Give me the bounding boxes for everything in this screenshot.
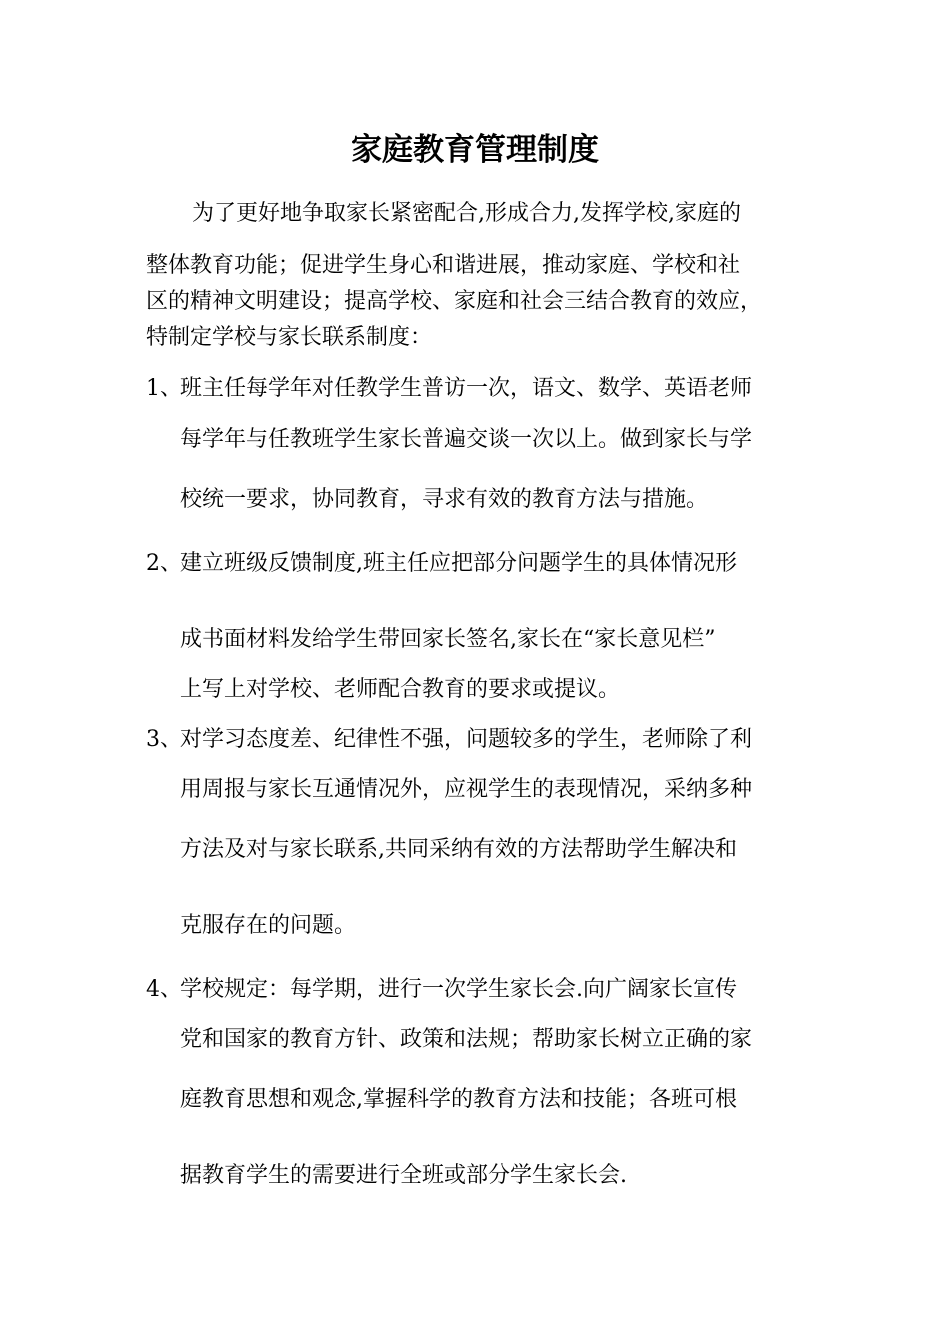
item-line: 班主任每学年对任教学生普访一次，语文、数学、英语老师 (180, 376, 753, 401)
intro-line: 区的精神文明建设；提高学校、家庭和社会三结合教育的效应， (146, 289, 763, 314)
item-line: 每学年与任教班学生家长普遍交谈一次以上。做到家长与学 (180, 427, 753, 452)
intro-line: 整体教育功能；促进学生身心和谐进展，推动家庭、学校和社 (146, 253, 741, 278)
item-line: 用周报与家长互通情况外，应视学生的表现情况，采纳多种 (180, 777, 753, 802)
item-line: 党和国家的教育方针、政策和法规；帮助家长树立正确的家 (180, 1027, 753, 1052)
item-line: 校统一要求，协同教育，寻求有效的教育方法与措施。 (180, 487, 709, 512)
item-line: 庭教育思想和观念,掌握科学的教育方法和技能；各班可根 (180, 1087, 737, 1112)
item-number: 1、 (146, 376, 182, 401)
item-line: 对学习态度差、纪律性不强，问题较多的学生，老师除了利 (180, 727, 753, 752)
item-number: 3、 (146, 727, 182, 752)
item-line: 上写上对学校、老师配合教育的要求或提议。 (180, 677, 621, 702)
item-line: 方法及对与家长联系,共同采纳有效的方法帮助学生解决和 (180, 837, 737, 862)
page-title: 家庭教育管理制度 (351, 132, 599, 168)
intro-line: 特制定学校与家长联系制度： (146, 325, 433, 350)
item-number: 4、 (146, 977, 182, 1002)
intro-line: 为了更好地争取家长紧密配合,形成合力,发挥学校,家庭的 (192, 201, 741, 226)
item-line: 成书面材料发给学生带回家长签名,家长在“家长意见栏” (180, 627, 716, 652)
item-line: 克服存在的问题。 (180, 913, 357, 938)
item-number: 2、 (146, 551, 182, 576)
item-line: 建立班级反馈制度,班主任应把部分问题学生的具体情况形 (180, 551, 737, 576)
item-line: 学校规定：每学期，进行一次学生家长会.向广阔家长宣传 (180, 977, 737, 1002)
item-line: 据教育学生的需要进行全班或部分学生家长会. (180, 1163, 627, 1188)
